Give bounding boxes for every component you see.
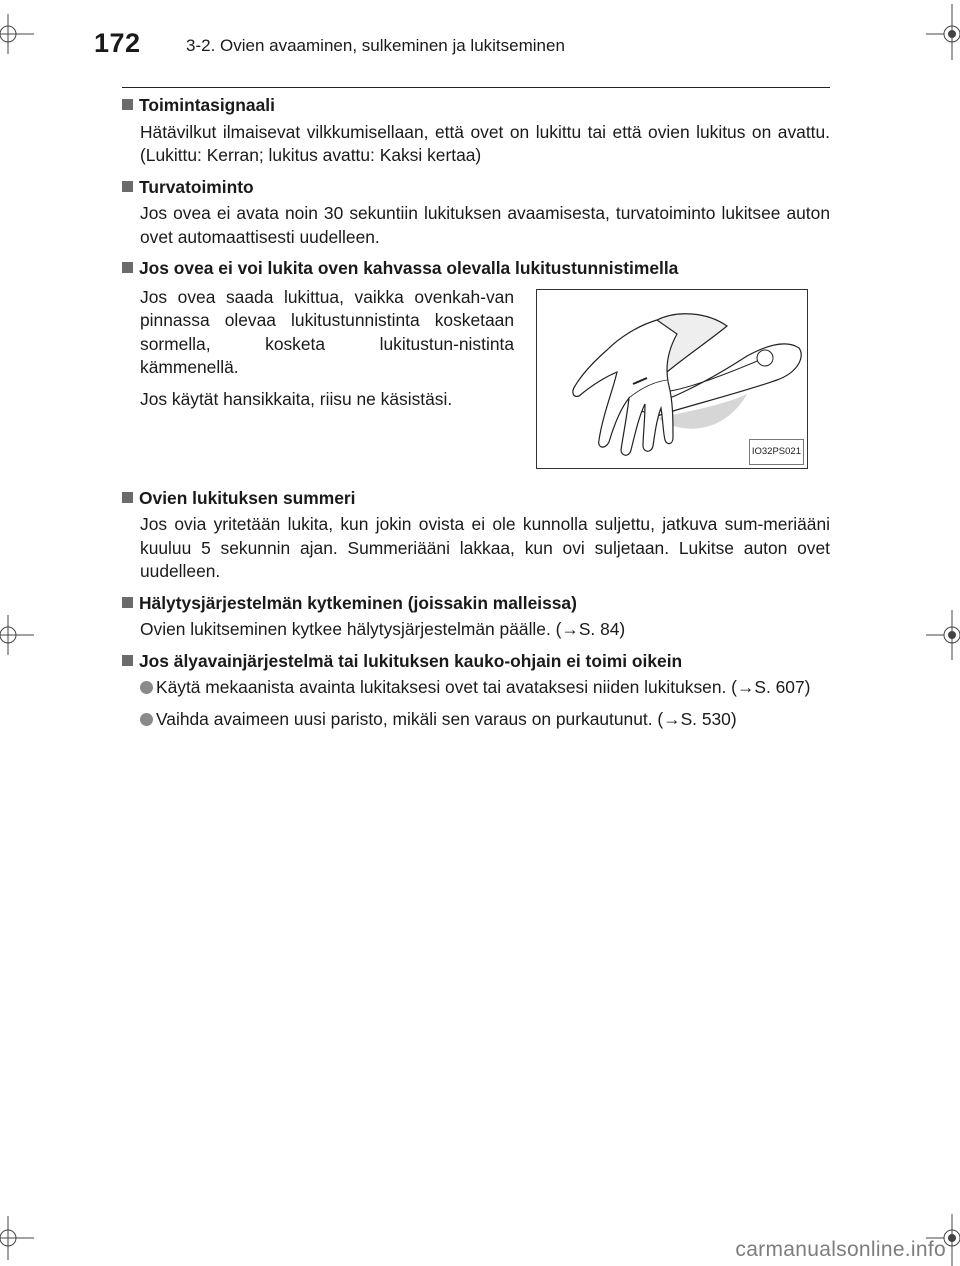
heading-text: Jos älyavainjärjestelmä tai lukituksen kauko-ohjain ei toimi oikein — [139, 650, 683, 671]
section-body: Ovien lukitseminen kytkee hälytysjärjestelmän päälle. (→S. 84) — [140, 619, 626, 639]
crop-mark-mid-left — [0, 610, 40, 660]
crop-mark-bottom-left — [0, 1210, 40, 1266]
section-heading — [122, 176, 830, 200]
section-heading — [122, 257, 830, 281]
section-heading — [122, 650, 830, 674]
section-body: Jos ovia yritetään lukita, kun jokin ovista ei ole kunnolla suljettu, jatkuva sum-meriääni kuuluu 5 sekunnin ajan. Summeriääni lakkaa, kun ovi suljetaan. Lukitse auton ovet uudelleen. — [140, 514, 830, 581]
square-bullet-icon — [122, 262, 133, 273]
section-heading — [122, 94, 830, 118]
hand-on-door-handle-illustration — [536, 289, 808, 469]
list-item — [140, 708, 830, 732]
heading-text: Jos ovea ei voi lukita oven kahvassa olevalla lukitustunnistimella — [139, 258, 679, 278]
heading-text: Toimintasignaali — [139, 95, 275, 115]
square-bullet-icon — [122, 597, 133, 608]
illustration-code: IO32PS021 — [749, 439, 804, 465]
section-body: Jos käytät hansikkaita, riisu ne käsistäsi. — [140, 388, 453, 409]
square-bullet-icon — [122, 492, 133, 503]
square-bullet-icon — [122, 655, 133, 666]
section-header: 3-2. Ovien avaaminen, sulkeminen ja lukitseminen — [186, 36, 565, 55]
section-body: Jos ovea ei avata noin 30 sekuntiin lukituksen avaamisesta, turvatoiminto lukitsee auton ovet automaattisesti uudelleen. — [140, 203, 830, 247]
list-item-text: Vaihda avaimeen uusi paristo, mikäli sen varaus on purkautunut. (→S. 530) — [156, 708, 737, 729]
crop-mark-top-right — [920, 0, 960, 60]
illustration-caption-text — [140, 286, 514, 469]
heading-text: Turvatoiminto — [139, 176, 254, 197]
list-item — [140, 676, 830, 700]
crop-mark-top-left — [0, 0, 40, 60]
round-bullet-icon — [140, 713, 153, 726]
square-bullet-icon — [122, 99, 133, 110]
page-content — [122, 94, 830, 739]
section-heading — [122, 592, 830, 616]
heading-text: Hälytysjärjestelmän kytkeminen (joissakin malleissa) — [139, 592, 577, 613]
header-divider — [122, 87, 830, 88]
square-bullet-icon — [122, 181, 133, 192]
section-body: Hätävilkut ilmaisevat vilkkumisellaan, että ovet on lukittu tai että ovien lukitus on avattu. (Lukittu: Kerran; lukitus avattu: Kaksi kertaa) — [140, 121, 830, 165]
section-body: Jos ovea saada lukittua, vaikka ovenkah-van pinnassa olevaa lukitustunnistinta kosketaan sormella, kosketa lukitustun-nistinta kämmenellä. — [140, 286, 514, 377]
page-number: 172 — [94, 28, 141, 58]
watermark: carmanualsonline.info — [735, 1238, 946, 1261]
text-with-illustration — [140, 284, 830, 469]
list-item-text: Käytä mekaanista avainta lukitaksesi ovet tai avataksesi niiden lukituksen. (→S. 607) — [156, 677, 811, 697]
section-heading — [122, 487, 830, 511]
round-bullet-icon — [140, 681, 153, 694]
crop-mark-mid-right — [920, 610, 960, 660]
heading-text: Ovien lukituksen summeri — [139, 487, 356, 508]
